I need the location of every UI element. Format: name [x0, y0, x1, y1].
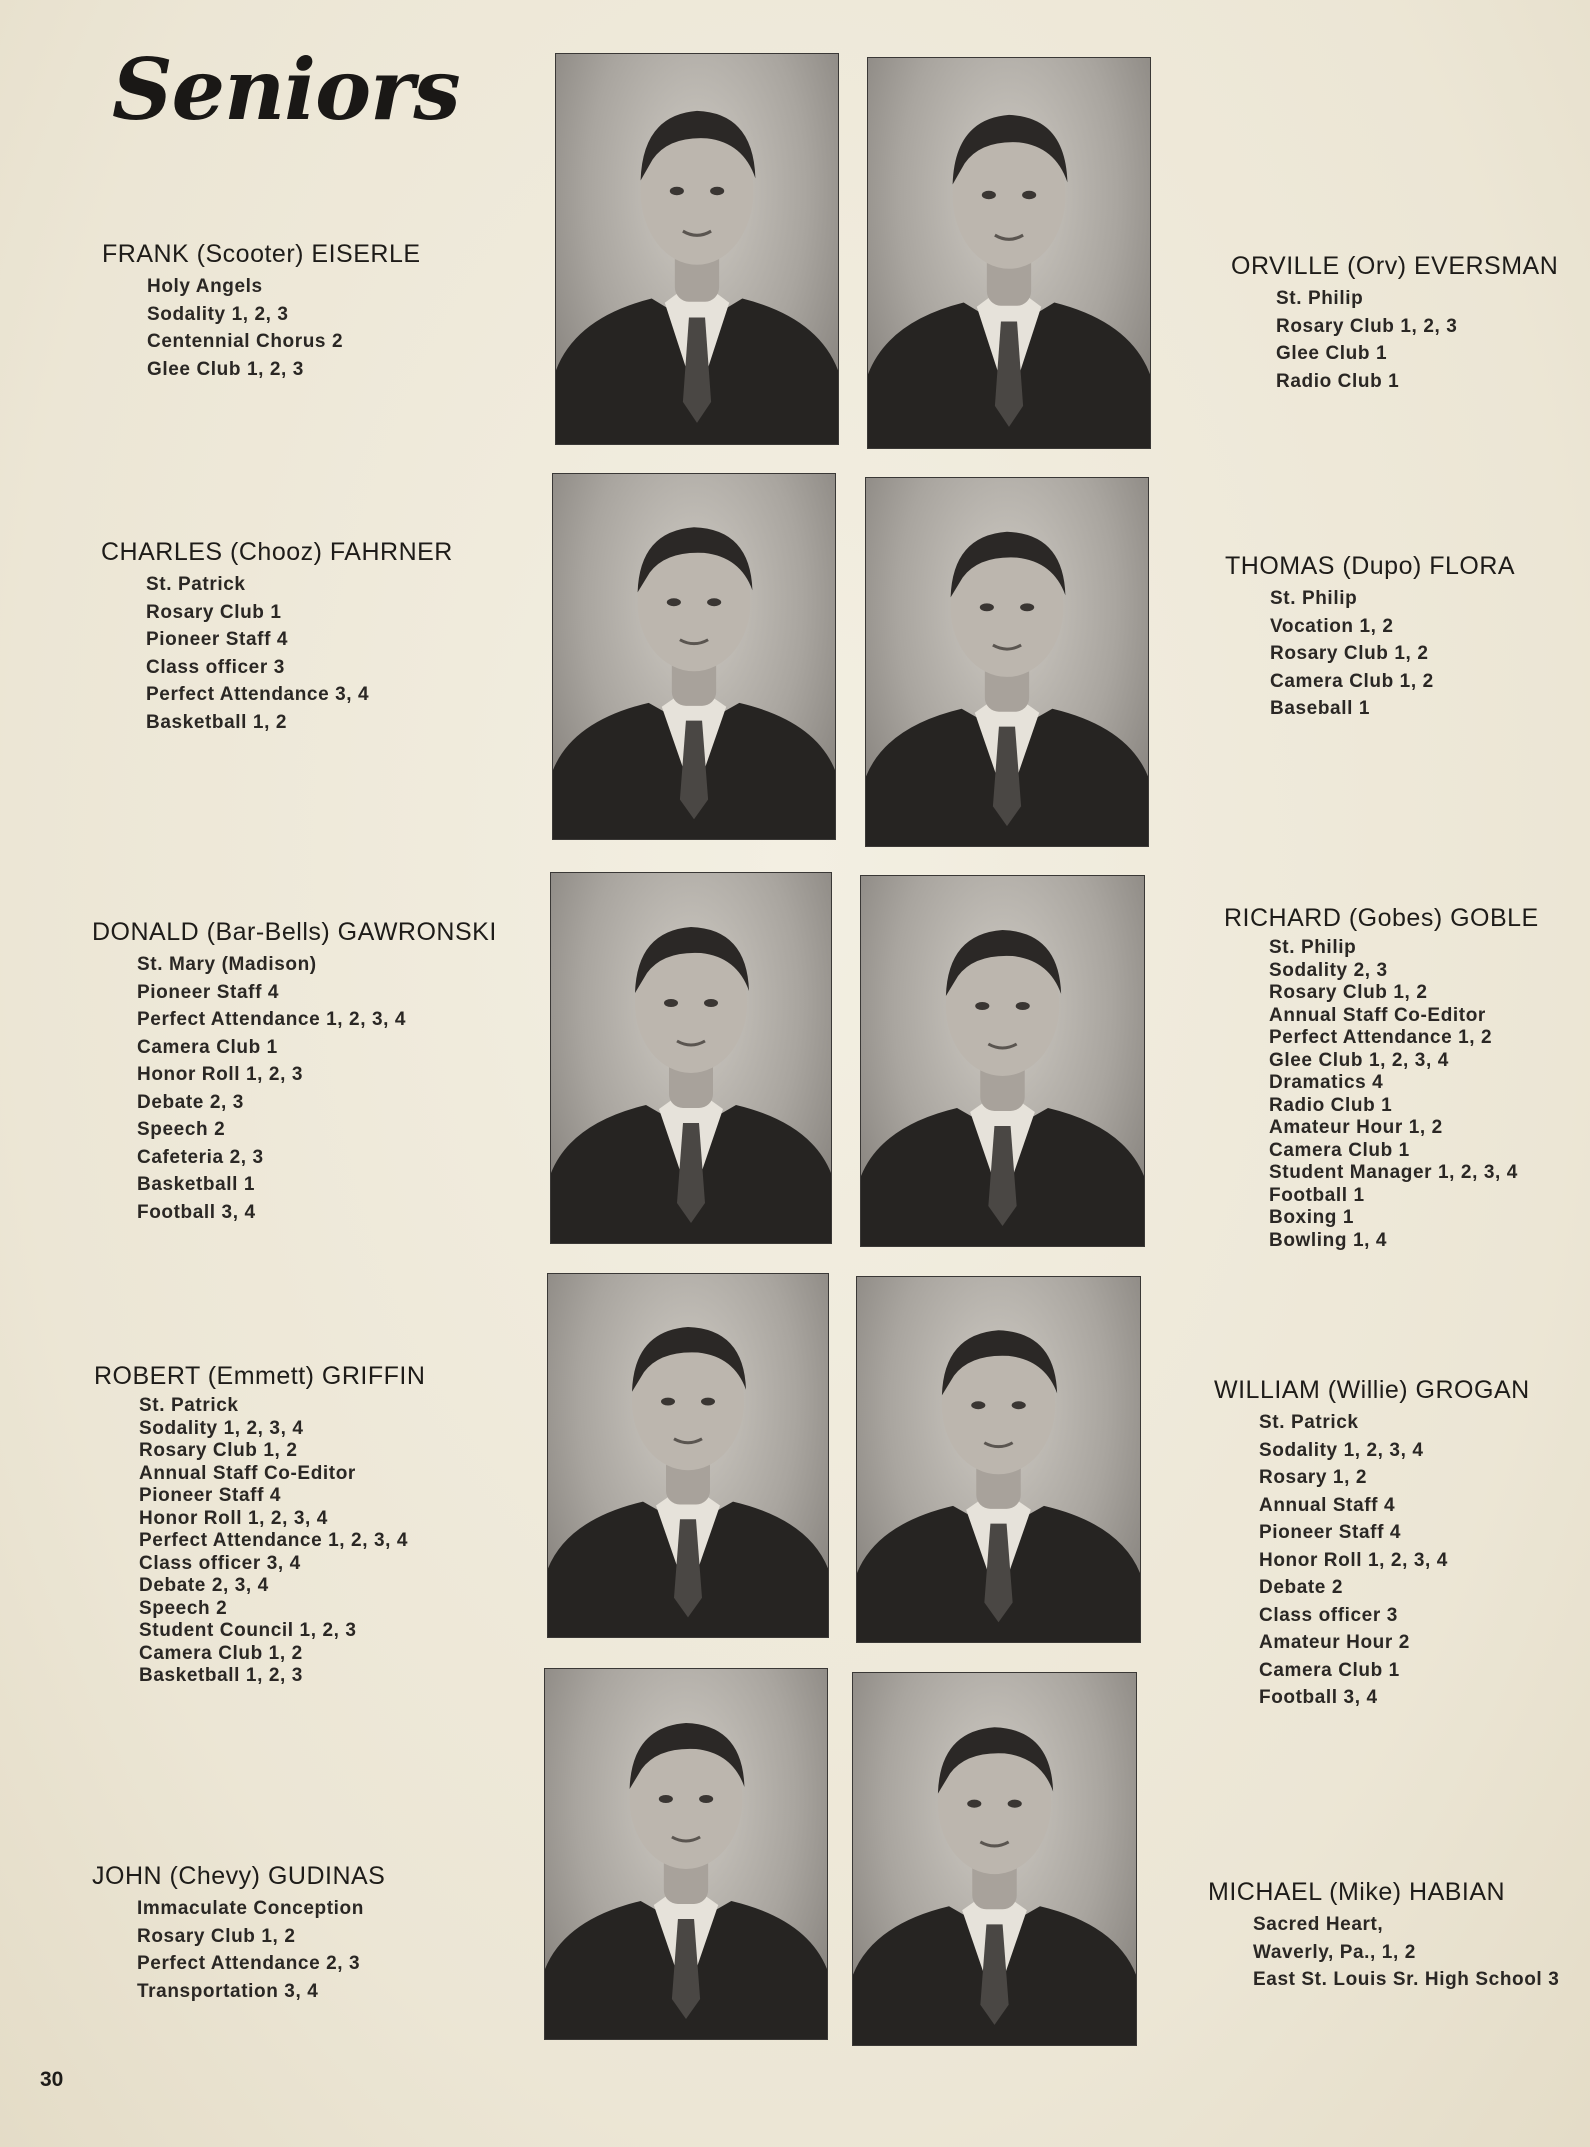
- activity-item: Debate 2, 3, 4: [139, 1575, 269, 1596]
- activity-item: Glee Club 1: [1276, 343, 1388, 364]
- senior-bio-gudinas: [92, 1862, 385, 2005]
- activity-item: Baseball 1: [1270, 698, 1370, 719]
- senior-bio-eversman: [1231, 252, 1558, 395]
- activity-item: St. Philip: [1276, 288, 1364, 309]
- activity-item: Honor Roll 1, 2, 3: [137, 1064, 303, 1085]
- activity-item: Sodality 2, 3: [1269, 959, 1388, 981]
- activity-item: St. Patrick: [139, 1395, 239, 1416]
- activity-list: [1231, 285, 1558, 395]
- activity-item: Radio Club 1: [1276, 370, 1400, 392]
- activity-item: Glee Club 1, 2, 3, 4: [1269, 1049, 1449, 1071]
- activity-item: Rosary 1, 2: [1259, 1467, 1367, 1488]
- activity-item: Speech 2: [137, 1119, 226, 1140]
- activity-item: Rosary Club 1, 2, 3: [1276, 315, 1458, 337]
- senior-name: JOHN (Chevy) GUDINAS: [92, 1862, 386, 1890]
- senior-bio-grogan: [1214, 1376, 1530, 1712]
- senior-bio-fahrner: [101, 538, 453, 736]
- activity-item: Perfect Attendance 1, 2, 3, 4: [137, 1009, 407, 1030]
- activity-item: Debate 2: [1259, 1577, 1344, 1598]
- activity-item: St. Philip: [1269, 937, 1357, 958]
- activity-item: Perfect Attendance 3, 4: [146, 684, 370, 705]
- activity-item: Annual Staff Co-Editor: [1269, 1004, 1486, 1026]
- activity-item: Camera Club 1: [1269, 1139, 1410, 1161]
- activity-list: [94, 1395, 425, 1688]
- portrait-gawronski: [551, 873, 831, 1243]
- activity-list: [1224, 937, 1539, 1252]
- activity-item: Transportation 3, 4: [137, 1980, 319, 2002]
- activity-item: Boxing 1: [1269, 1207, 1355, 1228]
- activity-item: Basketball 1: [137, 1174, 256, 1195]
- activity-item: Amateur Hour 2: [1259, 1632, 1410, 1653]
- senior-name: CHARLES (Chooz) FAHRNER: [101, 538, 453, 566]
- activity-item: Class officer 3: [146, 656, 285, 678]
- activity-item: St. Patrick: [1259, 1412, 1359, 1433]
- senior-name: FRANK (Scooter) EISERLE: [102, 240, 421, 268]
- activity-item: Waverly, Pa., 1, 2: [1253, 1941, 1416, 1963]
- page-number: 30: [40, 2068, 64, 2091]
- portrait-griffin: [548, 1274, 828, 1637]
- portrait-gudinas: [545, 1669, 827, 2039]
- activity-item: Camera Club 1: [137, 1036, 278, 1058]
- portrait-eversman: [868, 58, 1150, 448]
- activity-item: Centennial Chorus 2: [147, 331, 344, 352]
- activity-item: Pioneer Staff 4: [146, 629, 289, 650]
- activity-item: Honor Roll 1, 2, 3, 4: [139, 1507, 328, 1529]
- activity-item: Annual Staff Co-Editor: [139, 1462, 356, 1484]
- activity-item: Annual Staff 4: [1259, 1494, 1396, 1516]
- senior-name: MICHAEL (Mike) HABIAN: [1208, 1878, 1506, 1906]
- activity-item: Radio Club 1: [1269, 1094, 1393, 1116]
- activity-item: Vocation 1, 2: [1270, 615, 1394, 637]
- activity-item: Football 3, 4: [137, 1201, 256, 1223]
- senior-bio-goble: [1224, 904, 1539, 1252]
- activity-list: [101, 571, 453, 736]
- activity-item: Basketball 1, 2: [146, 711, 288, 733]
- activity-item: Perfect Attendance 1, 2: [1269, 1027, 1493, 1048]
- activity-item: Rosary Club 1, 2: [137, 1925, 296, 1947]
- activity-list: [1208, 1911, 1559, 1994]
- activity-item: Rosary Club 1: [146, 601, 282, 623]
- activity-item: Basketball 1, 2, 3: [139, 1665, 303, 1686]
- activity-list: [92, 1895, 385, 2005]
- page-title: Seniors: [112, 40, 460, 139]
- portrait-fahrner: [553, 474, 835, 839]
- activity-item: Camera Club 1: [1259, 1659, 1400, 1681]
- activity-list: [102, 273, 421, 383]
- activity-item: Speech 2: [139, 1597, 228, 1619]
- senior-bio-griffin: [94, 1362, 425, 1688]
- portrait-grogan: [857, 1277, 1140, 1642]
- activity-item: Rosary Club 1, 2: [1269, 982, 1428, 1003]
- activity-item: Sodality 1, 2, 3, 4: [1259, 1439, 1424, 1461]
- activity-item: Perfect Attendance 2, 3: [137, 1953, 361, 1974]
- portrait-flora: [866, 478, 1148, 846]
- activity-item: Perfect Attendance 1, 2, 3, 4: [139, 1530, 409, 1551]
- activity-item: St. Patrick: [146, 574, 246, 595]
- senior-bio-gawronski: [92, 918, 497, 1226]
- activity-item: Camera Club 1, 2: [1270, 670, 1434, 692]
- activity-item: Student Council 1, 2, 3: [139, 1620, 357, 1641]
- senior-name: RICHARD (Gobes) GOBLE: [1224, 904, 1539, 932]
- activity-item: East St. Louis Sr. High School 3: [1253, 1969, 1560, 1990]
- activity-item: Dramatics 4: [1269, 1072, 1384, 1093]
- activity-item: Football 1: [1269, 1184, 1365, 1206]
- activity-item: St. Mary (Madison): [137, 954, 317, 975]
- activity-item: Camera Club 1, 2: [139, 1642, 303, 1664]
- activity-item: Sodality 1, 2, 3: [147, 303, 289, 325]
- activity-item: Rosary Club 1, 2: [139, 1440, 298, 1461]
- activity-item: Debate 2, 3: [137, 1091, 244, 1113]
- activity-item: Class officer 3, 4: [139, 1552, 301, 1574]
- activity-list: [1214, 1409, 1530, 1712]
- activity-item: Class officer 3: [1259, 1604, 1398, 1626]
- activity-item: Football 3, 4: [1259, 1687, 1378, 1708]
- portrait-eiserle: [556, 54, 838, 444]
- activity-item: Pioneer Staff 4: [137, 981, 280, 1003]
- activity-item: Bowling 1, 4: [1269, 1229, 1388, 1251]
- activity-item: Glee Club 1, 2, 3: [147, 358, 304, 380]
- activity-item: Honor Roll 1, 2, 3, 4: [1259, 1549, 1448, 1571]
- activity-item: Rosary Club 1, 2: [1270, 643, 1429, 664]
- activity-item: Sacred Heart,: [1253, 1914, 1384, 1935]
- activity-item: Cafeteria 2, 3: [137, 1146, 264, 1168]
- activity-item: Holy Angels: [147, 276, 263, 297]
- senior-bio-eiserle: [102, 240, 421, 383]
- senior-bio-habian: [1208, 1878, 1559, 1994]
- activity-item: Pioneer Staff 4: [139, 1485, 282, 1506]
- activity-item: Sodality 1, 2, 3, 4: [139, 1417, 304, 1439]
- portrait-habian: [853, 1673, 1136, 2045]
- activity-item: St. Philip: [1270, 588, 1358, 609]
- activity-item: Amateur Hour 1, 2: [1269, 1117, 1443, 1138]
- activity-item: Pioneer Staff 4: [1259, 1522, 1402, 1543]
- activity-item: Student Manager 1, 2, 3, 4: [1269, 1162, 1518, 1183]
- portrait-goble: [861, 876, 1144, 1246]
- senior-name: ORVILLE (Orv) EVERSMAN: [1231, 252, 1559, 280]
- senior-name: ROBERT (Emmett) GRIFFIN: [94, 1362, 426, 1390]
- activity-item: Immaculate Conception: [137, 1898, 364, 1919]
- senior-name: THOMAS (Dupo) FLORA: [1225, 552, 1516, 580]
- activity-list: [92, 951, 497, 1226]
- activity-list: [1225, 585, 1515, 723]
- senior-bio-flora: [1225, 552, 1515, 723]
- senior-name: WILLIAM (Willie) GROGAN: [1214, 1376, 1530, 1404]
- senior-name: DONALD (Bar-Bells) GAWRONSKI: [92, 918, 497, 946]
